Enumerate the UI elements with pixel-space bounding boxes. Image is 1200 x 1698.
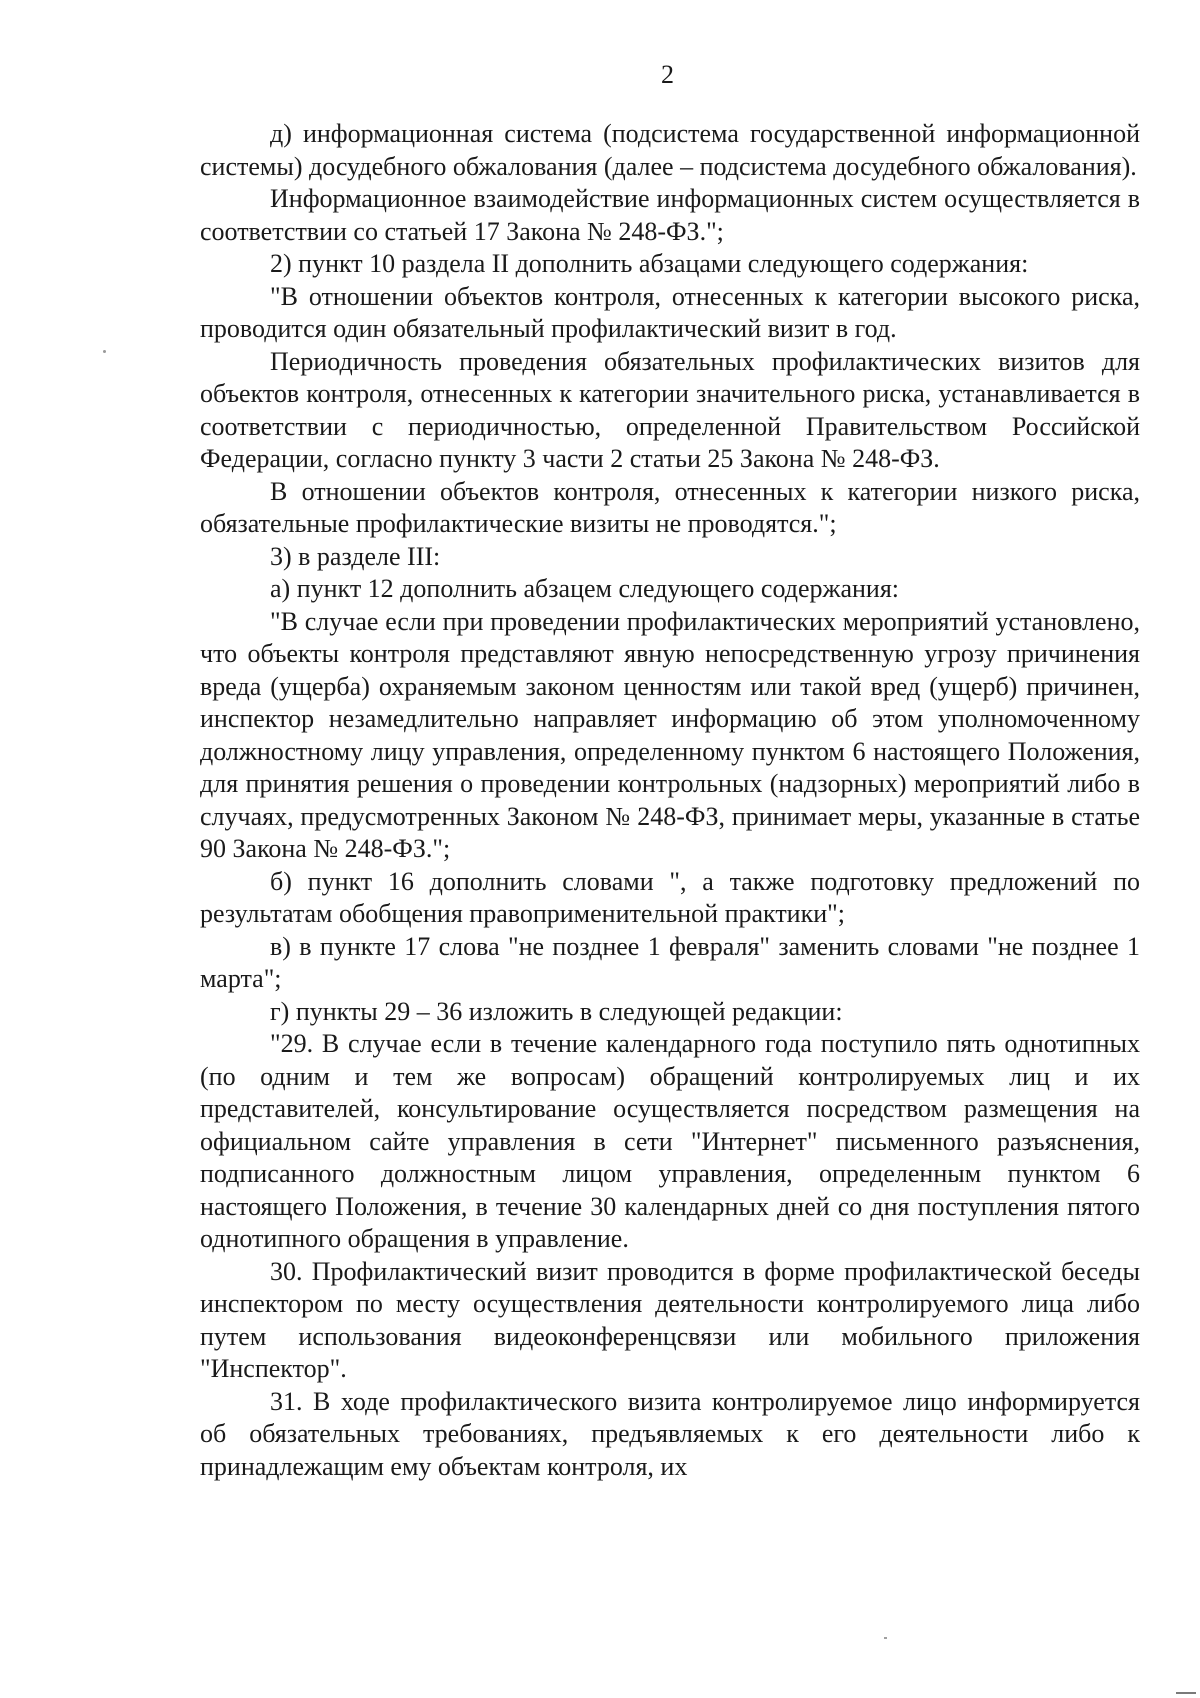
page-number: 2	[661, 60, 674, 89]
scan-edge-mark	[1176, 1692, 1196, 1694]
paragraph-low-risk: В отношении объектов контроля, отнесенных к категории низкого риска, обязательные профилактические визиты не проводятся.";	[200, 476, 1140, 538]
document-body	[200, 118, 1140, 1483]
paragraph-item-3g: г) пункты 29 – 36 изложить в следующей редакции:	[270, 996, 843, 1026]
paragraph-interaction: Информационное взаимодействие информационных систем осуществляется в соответствии со статьей 17 Закона № 248-ФЗ.";	[200, 184, 1140, 246]
paragraph-item-3v: в) в пункте 17 слова "не позднее 1 февраля" заменить словами "не позднее 1 марта";	[200, 931, 1140, 993]
paragraph-clause-29: "29. В случае если в течение календарного года поступило пять однотипных (по одним и тем же вопросам) обращений контролируемых лиц и их представителей, консультирование осуществляется посредством размещения на официальном сайте управления в сети "Интернет" письменного разъяснения, подписанного должностным лицом управления, определенным пунктом 6 настоящего Положения, в течение 30 календарных дней со дня поступления пятого однотипного обращения в управление.	[200, 1029, 1140, 1253]
scan-speck	[103, 350, 106, 353]
scan-speck-bottom	[884, 1637, 887, 1639]
paragraph-high-risk: "В отношении объектов контроля, отнесенных к категории высокого риска, проводится один обязательный профилактический визит в год.	[200, 281, 1140, 343]
paragraph-clause-31: 31. В ходе профилактического визита контролируемое лицо информируется об обязательных требованиях, предъявляемых к его деятельности либо к принадлежащим ему объектам контроля, их	[200, 1386, 1140, 1481]
paragraph-item-3: 3) в разделе III:	[270, 541, 441, 571]
paragraph-item-3b: б) пункт 16 дополнить словами ", а также подготовку предложений по результатам обобщения правоприменительной практики";	[200, 866, 1140, 928]
paragraph-clause-30: 30. Профилактический визит проводится в форме профилактической беседы инспектором по месту осуществления деятельности контролируемого лица либо путем использования видеоконференцсвязи или мобильного приложения "Инспектор".	[200, 1256, 1140, 1383]
paragraph-threat: "В случае если при проведении профилактических мероприятий установлено, что объекты контроля представляют явную непосредственную угрозу причинения вреда (ущерба) охраняемым законом ценностям или такой вред (ущерб) причинен, инспектор незамедлительно направляет информацию об этом уполномоченному должностному лицу управления, определенному пунктом 6 настоящего Положения, для принятия решения о проведении контрольных (надзорных) мероприятий либо в случаях, предусмотренных Законом № 248-ФЗ, принимает меры, указанные в статье 90 Закона № 248-ФЗ.";	[200, 606, 1140, 863]
paragraph-item-d: д) информационная система (подсистема государственной информационной системы) досудебного обжалования (далее – подсистема досудебного обжалования).	[200, 119, 1140, 181]
paragraph-item-2: 2) пункт 10 раздела II дополнить абзацами следующего содержания:	[270, 249, 1029, 278]
paragraph-item-3a: а) пункт 12 дополнить абзацем следующего содержания:	[270, 574, 900, 603]
paragraph-periodicity: Периодичность проведения обязательных профилактических визитов для объектов контроля, отнесенных к категории значительного риска, устанавливается в соответствии с периодичностью, определенной Правительством Российской Федерации, согласно пункту 3 части 2 статьи 25 Закона № 248-ФЗ.	[200, 346, 1140, 473]
